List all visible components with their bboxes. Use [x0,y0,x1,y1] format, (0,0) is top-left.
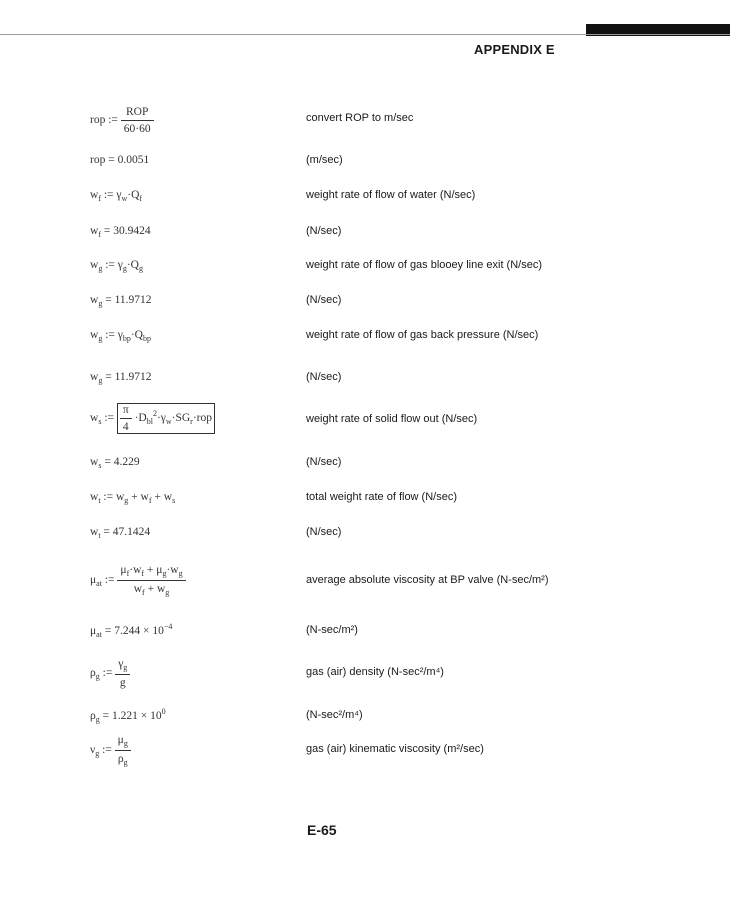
equation: $w_g = 11.9712$ [90,371,152,385]
page-number: E-65 [307,822,337,838]
equation-description: (N/sec) [306,456,342,468]
equation-description: weight rate of flow of gas blooey line exit (N/sec) [306,259,543,271]
equation: $\mu_{at} = 7.244 \times 10^{-4}$ [90,622,173,639]
equation-description: (N/sec) [306,225,342,237]
equation-description: (N-sec²/m⁴) [306,709,363,721]
equation-description: weight rate of flow of water (N/sec) [306,189,476,201]
equation-description: weight rate of flow of gas back pressure (N/sec) [306,329,539,341]
equation: rop = 0.0051 [90,154,150,166]
equation: $w_s$ := $\frac{\pi}{4}$ $\cdot D_{bl}^2\cdot\gamma_w\cdot SG_r\cdot rop$ [90,403,215,434]
equation-description: (N/sec) [306,526,342,538]
equation-description: weight rate of solid flow out (N/sec) [306,413,478,425]
equation: $\rho_g = 1.221 \times 10^0$ [90,707,166,724]
equation: $w_s = 4.229$ [90,456,140,470]
equation-description: (m/sec) [306,154,343,166]
equation: $w_g = 11.9712$ [90,294,152,308]
equation-description: gas (air) kinematic viscosity (m²/sec) [306,743,484,755]
header-rule [0,34,730,35]
equation-description: gas (air) density (N-sec²/m⁴) [306,666,444,678]
equation-description: total weight rate of flow (N/sec) [306,491,458,503]
equation: $w_g$ := $\gamma_g\cdot Q_g$ [90,259,143,273]
equation: rop := $\frac{\text{ROP}}{60\cdot 60}$ [90,106,154,135]
equation: $\mu_{at}$ := $\frac{\mu_f\cdot w_f + \mu_g\cdot w_g}{w_f + w_g}$ [90,564,186,597]
equation-description: (N-sec/m²) [306,624,358,636]
equation: $w_t = 47.1424$ [90,526,151,540]
appendix-header: APPENDIX E [474,42,555,57]
equation: $\nu_g$ := $\frac{\mu_g}{\rho_g}$ [90,734,131,767]
equation: $w_f = 30.9424$ [90,225,151,239]
equation-description: convert ROP to m/sec [306,112,414,124]
equation: $\rho_g$ := $\frac{\gamma_g}{g}$ [90,658,130,689]
equation-description: average absolute viscosity at BP valve (N-sec/m²) [306,574,549,586]
equation-description: (N/sec) [306,371,342,383]
equation: $w_g$ := $\gamma_{bp}\cdot Q_{bp}$ [90,329,151,343]
equation-description: (N/sec) [306,294,342,306]
equation: $w_t$ := $w_g + w_f + w_s$ [90,491,176,505]
equation: $w_f$ := $\gamma_w\cdot Q_f$ [90,189,143,203]
